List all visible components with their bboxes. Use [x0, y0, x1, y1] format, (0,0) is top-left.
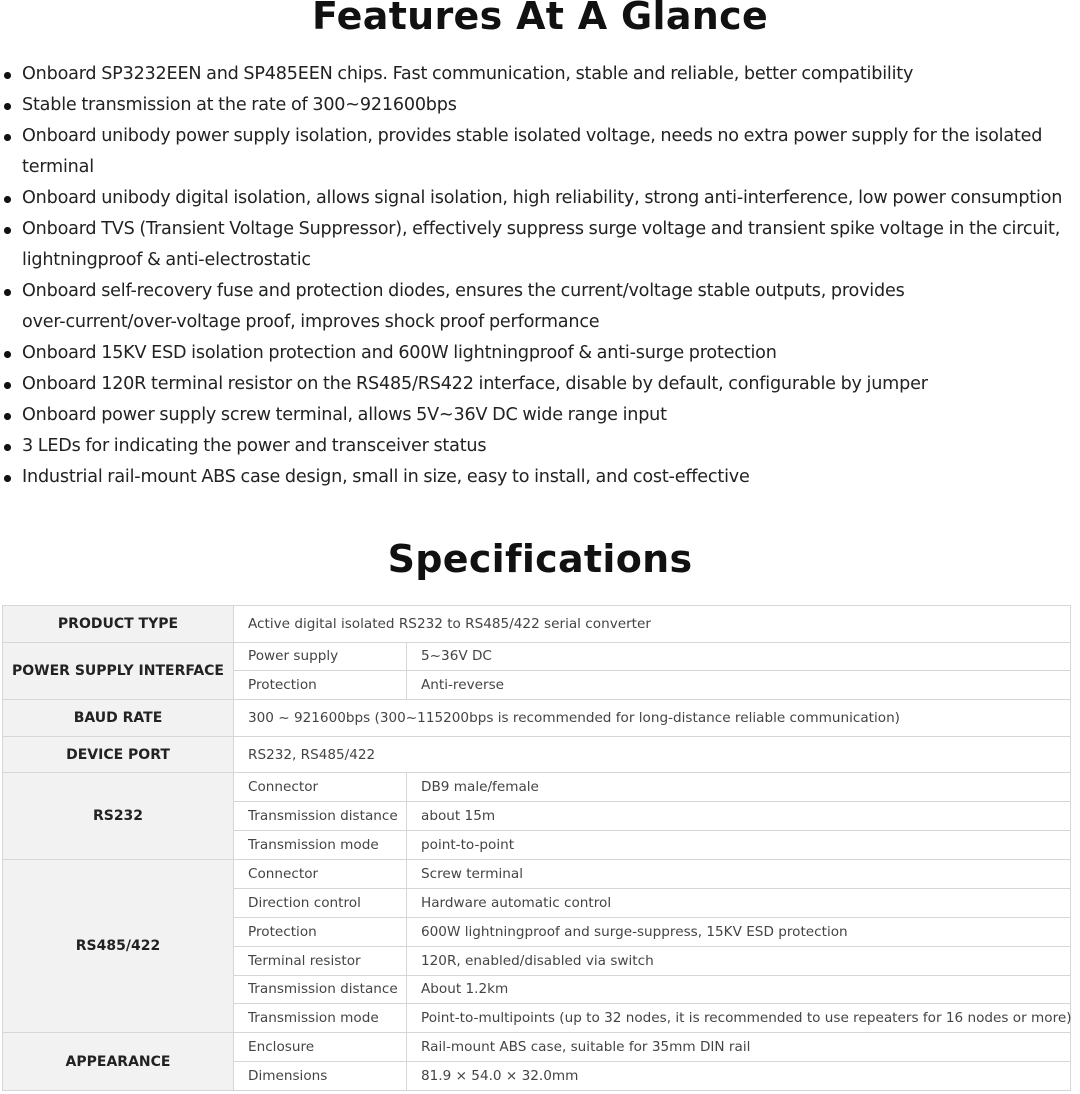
value-cell: DB9 male/female: [407, 773, 1071, 802]
bullet-icon: [4, 382, 11, 389]
list-item: Onboard 120R terminal resistor on the RS485/RS422 interface, disable by default, configurable by jumper: [22, 369, 1080, 400]
list-item: Onboard TVS (Transient Voltage Suppressor), effectively suppress surge voltage and transient spike voltage in the circuit, lightningproof & anti-electrostatic: [22, 214, 1080, 276]
value-cell: Rail-mount ABS case, suitable for 35mm DIN rail: [407, 1033, 1071, 1062]
category-cell: DEVICE PORT: [3, 736, 234, 773]
label-cell: Protection: [234, 671, 407, 700]
value-cell: Screw terminal: [407, 859, 1071, 888]
table-row: [3, 700, 1071, 737]
label-cell: Terminal resistor: [234, 946, 407, 975]
value-cell: about 15m: [407, 802, 1071, 831]
table-row: [3, 606, 1071, 643]
value-cell: 5~36V DC: [407, 642, 1071, 671]
label-cell: Transmission distance: [234, 975, 407, 1004]
bullet-icon: [4, 103, 11, 110]
bullet-icon: [4, 72, 11, 79]
table-row: [3, 773, 1071, 802]
list-item: Industrial rail-mount ABS case design, small in size, easy to install, and cost-effective: [22, 462, 1080, 493]
features-list: [22, 59, 1080, 493]
category-cell: APPEARANCE: [3, 1033, 234, 1091]
table-row: [3, 859, 1071, 888]
list-item: Stable transmission at the rate of 300~921600bps: [22, 90, 1080, 121]
category-cell: POWER SUPPLY INTERFACE: [3, 642, 234, 700]
value-cell: 600W lightningproof and surge-suppress, 15KV ESD protection: [407, 917, 1071, 946]
table-row: [3, 642, 1071, 671]
list-item: Onboard unibody power supply isolation, provides stable isolated voltage, needs no extra power supply for the isolated terminal: [22, 121, 1080, 183]
bullet-icon: [4, 227, 11, 234]
bullet-icon: [4, 351, 11, 358]
value-cell: point-to-point: [407, 831, 1071, 860]
value-cell: Hardware automatic control: [407, 888, 1071, 917]
list-item: Onboard self-recovery fuse and protection diodes, ensures the current/voltage stable outputs, provides over-current/over-voltage proof, improves shock proof performance: [22, 276, 1080, 338]
value-cell: About 1.2km: [407, 975, 1071, 1004]
value-cell: Active digital isolated RS232 to RS485/422 serial converter: [234, 606, 1071, 643]
value-cell: Point-to-multipoints (up to 32 nodes, it is recommended to use repeaters for 16 nodes or more): [407, 1004, 1071, 1033]
list-item: Onboard power supply screw terminal, allows 5V~36V DC wide range input: [22, 400, 1080, 431]
value-cell: 300 ~ 921600bps (300~115200bps is recommended for long-distance reliable communication): [234, 700, 1071, 737]
list-item: Onboard unibody digital isolation, allows signal isolation, high reliability, strong anti-interference, low power consumption: [22, 183, 1080, 214]
category-cell: BAUD RATE: [3, 700, 234, 737]
bullet-icon: [4, 475, 11, 482]
label-cell: Connector: [234, 773, 407, 802]
label-cell: Connector: [234, 859, 407, 888]
label-cell: Power supply: [234, 642, 407, 671]
category-cell: PRODUCT TYPE: [3, 606, 234, 643]
bullet-icon: [4, 289, 11, 296]
bullet-icon: [4, 134, 11, 141]
table-row: [3, 1033, 1071, 1062]
label-cell: Transmission mode: [234, 1004, 407, 1033]
specifications-title: Specifications: [387, 537, 693, 581]
specifications-table: [2, 605, 1071, 1091]
bullet-icon: [4, 196, 11, 203]
value-cell: RS232, RS485/422: [234, 736, 1071, 773]
list-item: Onboard 15KV ESD isolation protection and 600W lightningproof & anti-surge protection: [22, 338, 1080, 369]
category-cell: RS232: [3, 773, 234, 860]
bullet-icon: [4, 444, 11, 451]
label-cell: Direction control: [234, 888, 407, 917]
label-cell: Dimensions: [234, 1062, 407, 1091]
label-cell: Protection: [234, 917, 407, 946]
category-cell: RS485/422: [3, 859, 234, 1032]
value-cell: 81.9 × 54.0 × 32.0mm: [407, 1062, 1071, 1091]
label-cell: Transmission mode: [234, 831, 407, 860]
label-cell: Transmission distance: [234, 802, 407, 831]
value-cell: Anti-reverse: [407, 671, 1071, 700]
features-title: Features At A Glance: [311, 0, 769, 38]
bullet-icon: [4, 413, 11, 420]
label-cell: Enclosure: [234, 1033, 407, 1062]
list-item: 3 LEDs for indicating the power and transceiver status: [22, 431, 1080, 462]
table-row: [3, 736, 1071, 773]
value-cell: 120R, enabled/disabled via switch: [407, 946, 1071, 975]
list-item: Onboard SP3232EEN and SP485EEN chips. Fast communication, stable and reliable, better compatibility: [22, 59, 1080, 90]
